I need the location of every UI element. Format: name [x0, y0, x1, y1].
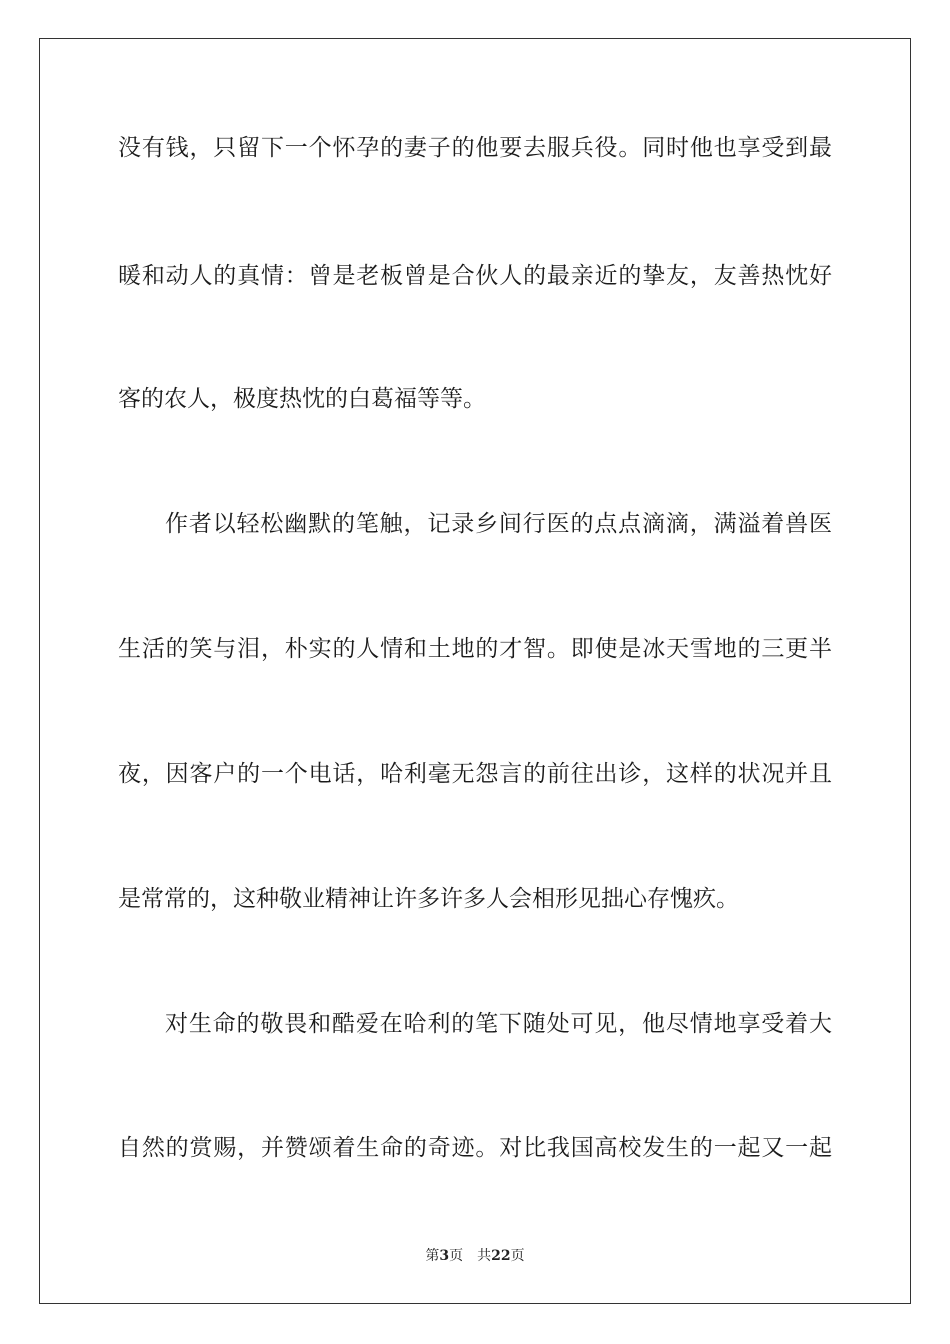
paragraph-first-line: 作者以轻松幽默的笔触，记录乡间行医的点点滴滴，满溢着兽医 — [165, 511, 832, 537]
body-text-line: 没有钱，只留下一个怀孕的妻子的他要去服兵役。同时他也享受到最 — [118, 135, 832, 161]
body-text-line: 自然的赏赐，并赞颂着生命的奇迹。对比我国高校发生的一起又一起 — [118, 1135, 832, 1161]
paragraph-first-line: 对生命的敬畏和酷爱在哈利的笔下随处可见，他尽情地享受着大 — [165, 1011, 832, 1037]
body-text-line: 生活的笑与泪，朴实的人情和土地的才智。即使是冰天雪地的三更半 — [118, 636, 832, 662]
page-label-suffix: 页 — [449, 1248, 464, 1264]
body-text-line: 客的农人，极度热忱的白葛福等等。 — [118, 386, 486, 412]
page-border — [39, 38, 911, 1304]
body-text-line: 是常常的，这种敬业精神让许多许多人会相形见拙心存愧疚。 — [118, 886, 739, 912]
body-text-line: 暖和动人的真情：曾是老板曾是合伙人的最亲近的挚友，友善热忱好 — [118, 263, 832, 289]
page-footer — [0, 1247, 950, 1265]
total-page-count: 22 — [491, 1248, 511, 1264]
body-text-line: 夜，因客户的一个电话，哈利毫无怨言的前往出诊，这样的状况并且 — [118, 761, 832, 787]
total-label-prefix: 共 — [477, 1248, 492, 1264]
total-label-suffix: 页 — [510, 1248, 525, 1264]
page-label-prefix: 第 — [425, 1248, 440, 1264]
current-page-number: 3 — [439, 1248, 450, 1264]
